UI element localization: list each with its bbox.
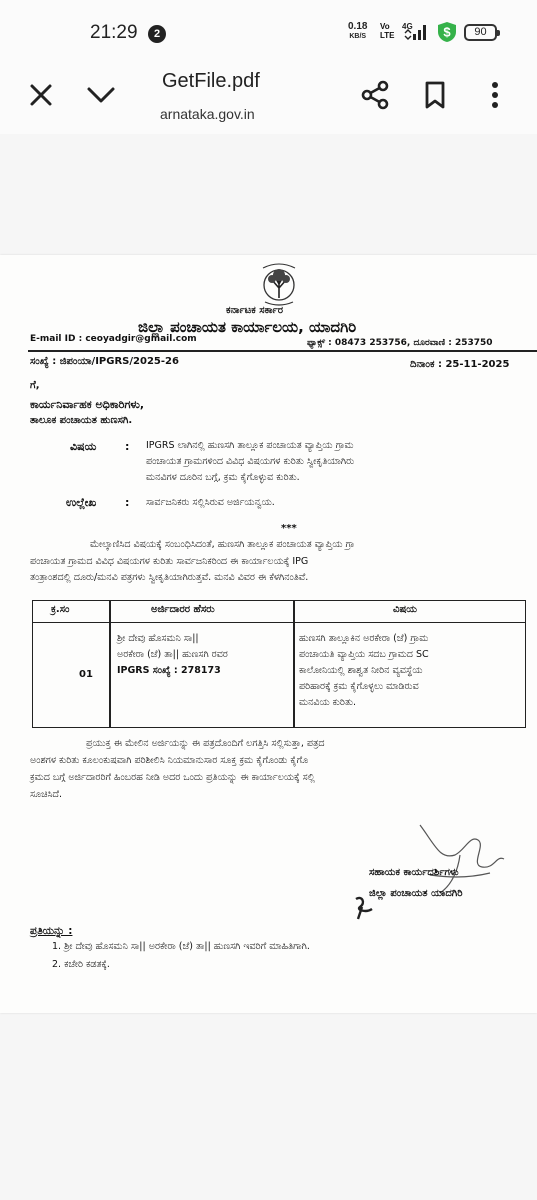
- header-divider: [28, 350, 537, 352]
- applicant-table: [32, 600, 526, 728]
- table-cell-name-line-3: IPGRS ಸಂಖ್ಯೆ : 278173: [117, 665, 221, 676]
- table-cell-subject-line-2: ಪಂಚಾಯತಿ ವ್ಯಾಪ್ತಿಯ ಸದಬ ಗ್ರಾಮದ SC: [299, 649, 429, 660]
- office-email: E-mail ID : ceoyadgir@gmail.com: [30, 334, 197, 344]
- table-cell-subject-line-1: ಹುಣಸಗಿ ತಾಲ್ಲೂಕಿನ ಅರಕೇರಾ (ಜೆ) ಗ್ರಾಮ: [299, 633, 429, 644]
- copy-to-item-1: 1. ಶ್ರೀ ದೇವು ಹೊಸಮನಿ ಸಾ|| ಅರಕೇರಾ (ಜೆ) ತಾ|| ಹುಣಸಗಿ ಇವರಿಗೆ ಮಾಹಿತಿಗಾಗಿ.: [52, 941, 310, 952]
- volte-label-top: Vo: [380, 22, 390, 31]
- signatory-office: ಜಿಲ್ಲಾ ಪಂಚಾಯತ ಯಾದಗಿರಿ: [369, 888, 463, 899]
- svg-text:$: $: [443, 24, 451, 40]
- paragraph-1-line-2: ಪಂಚಾಯತ ಗ್ರಾಮದ ವಿವಿಧ ವಿಷಯಗಳ ಕುರಿತು ಸಾರ್ವಜನಿಕರಿಂದ ಈ ಕಾರ್ಯಾಲಯಕ್ಕೆ IPG: [30, 556, 309, 567]
- paragraph-2-line-1: ಪ್ರಯುಕ್ತ ಈ ಮೇಲಿನ ಅರ್ಜಿಯನ್ನು ಈ ಪತ್ರದೊಂದಿಗೆ ಲಗತ್ತಿಸಿ ಸಲ್ಲಿಸುತ್ತಾ, ಪತ್ರದ: [86, 738, 325, 749]
- paragraph-2-line-2: ಅಂಶಗಳ ಕುರಿತು ಕೂಲಂಕುಷವಾಗಿ ಪರಿಶೀಲಿಸಿ ನಿಯಮಾನುಸಾರ ಸೂಕ್ತ ಕ್ರಮ ಕೈಗೊಂಡು ಕೈಗೊ: [30, 755, 309, 766]
- network-speed: [348, 22, 367, 42]
- table-cell-subject-line-4: ಪರಿಹಾರಕ್ಕೆ ಕ್ರಮ ಕೈಗೊಳ್ಳಲು ಮಾಡಿರುವ: [299, 681, 419, 692]
- network-speed-unit: KB/S: [349, 33, 367, 40]
- clock: 21:29: [90, 22, 138, 43]
- volte-indicator: [380, 22, 395, 40]
- subject-line-3: ಮನವಿಗಳ ದೂರಿನ ಬಗ್ಗೆ, ಕ್ರಮ ಕೈಗೊಳ್ಳುವ ಕುರಿತು.: [146, 472, 300, 483]
- table-header-row: [33, 601, 525, 623]
- office-phone: ಫ್ಯಾಕ್ಸ್ : 08473 253756, ದೂರವಾಣಿ : 253750: [307, 338, 493, 348]
- copy-to-item-2: 2. ಕಚೇರಿ ಕಡತಕ್ಕೆ.: [52, 959, 110, 970]
- reference-text: ಸಾರ್ವಜನಿಕರು ಸಲ್ಲಿಸಿರುವ ಅರ್ಜಿಯನ್ವಯ.: [146, 497, 275, 508]
- notification-badge: 2: [148, 25, 166, 43]
- subject-line-2: ಪಂಚಾಯತ ಗ್ರಾಮಗಳಿಂದ ವಿವಿಧ ವಿಷಯಗಳ ಕುರಿತು ಸ್ವೀಕೃತಿಯಾಗಿರು: [146, 456, 355, 467]
- separator: ***: [281, 523, 297, 534]
- paragraph-1-line-3: ತಂತ್ರಾಂಶದಲ್ಲಿ ದೂರು/ಮನವಿ ಪತ್ರಗಳು ಸ್ವೀಕೃತಿಯಾಗಿರುತ್ತವೆ. ಮನವಿ ವಿವರ ಈ ಕೆಳಗಿನಂತಿವೆ.: [30, 572, 309, 583]
- network-speed-value: 0.18: [348, 21, 368, 32]
- recipient-designation: ಕಾರ್ಯನಿರ್ವಾಹಕ ಅಧಿಕಾರಿಗಳು,: [30, 398, 145, 411]
- reference-number: ಸಂಖ್ಯೆ : ಜಿಪಂಯಾ/IPGRS/2025-26: [30, 356, 179, 367]
- subject-label: ವಿಷಯ: [70, 440, 97, 453]
- government-heading: ಕರ್ನಾಟಕ ಸರ್ಕಾರ: [226, 305, 284, 316]
- bookmark-icon[interactable]: [418, 78, 452, 112]
- paragraph-2-line-4: ಸೂಚಿಸಿದೆ.: [30, 789, 63, 800]
- document-title: GetFile.pdf: [162, 70, 260, 92]
- pdf-viewer-toolbar: [0, 64, 537, 134]
- reference-label: ಉಲ್ಲೇಖ: [66, 496, 97, 509]
- document-url: arnataka.gov.in: [160, 106, 255, 122]
- copy-to-heading: ಪ್ರತಿಯನ್ನು :: [30, 925, 73, 937]
- reference-colon: :: [125, 496, 130, 509]
- table-column-divider: [293, 601, 295, 727]
- table-header-serial: ಕ್ರ.ಸಂ: [51, 604, 70, 615]
- table-cell-subject-line-5: ಮನವಿಯ ಕುರಿತು.: [299, 697, 357, 708]
- pdf-page: [0, 255, 537, 1013]
- government-emblem-logo: [257, 258, 301, 308]
- table-cell-name-line-1: ಶ್ರೀ ದೇವು ಹೊಸಮನಿ ಸಾ||: [117, 633, 199, 644]
- share-icon[interactable]: [358, 78, 392, 112]
- signal-icon: [402, 20, 430, 42]
- table-cell-name-line-2: ಅರಕೇರಾ (ಜೆ) ತಾ|| ಹುಣಸಗಿ ರವರ: [117, 649, 228, 660]
- battery-indicator: 90: [464, 24, 497, 41]
- volte-label-bottom: LTE: [380, 31, 395, 40]
- office-heading: ಜಿಲ್ಲಾ ಪಂಚಾಯತ ಕಾರ್ಯಾಲಯ, ಯಾದಗಿರಿ: [138, 318, 357, 336]
- chevron-down-icon[interactable]: [84, 78, 118, 112]
- salutation: ಗೆ,: [30, 380, 40, 391]
- status-bar: [0, 0, 537, 64]
- money-shield-icon: [437, 21, 457, 43]
- table-header-applicant-name: ಅರ್ಜಿದಾರರ ಹೆಸರು: [151, 604, 215, 615]
- signal-label: 4G: [402, 22, 413, 31]
- subject-colon: :: [125, 440, 130, 453]
- close-icon[interactable]: [24, 78, 58, 112]
- recipient-office: ತಾಲೂಕ ಪಂಚಾಯತ ಹುಣಸಗಿ.: [30, 415, 133, 426]
- paragraph-2-line-3: ಕ್ರಮದ ಬಗ್ಗೆ ಅರ್ಜಿದಾರರಿಗೆ ಹಿಂಬರಹ ನೀಡಿ ಅದರ ಒಂದು ಪ್ರತಿಯನ್ನು ಈ ಕಾರ್ಯಾಲಯಕ್ಕೆ ಸಲ್ಲಿ: [30, 772, 315, 783]
- more-options-icon[interactable]: [478, 78, 512, 112]
- paragraph-1-line-1: ಮೇಲ್ಕಾಣಿಸಿದ ವಿಷಯಕ್ಕೆ ಸಂಬಂಧಿಸಿದಂತೆ, ಹುಣಸಗಿ ತಾಲ್ಲೂಕ ಪಂಚಾಯತ ವ್ಯಾಪ್ತಿಯ ಗ್ರಾ: [90, 539, 355, 550]
- table-cell-serial: 01: [79, 669, 93, 680]
- letter-date: ದಿನಾಂಕ : 25-11-2025: [410, 359, 510, 370]
- signatory-title: ಸಹಾಯಕ ಕಾರ್ಯದರ್ಶಿಗಳು: [369, 867, 459, 878]
- subject-line-1: IPGRS ಲಾಗಿನಲ್ಲಿ ಹುಣಸಗಿ ತಾಲ್ಲೂಕ ಪಂಚಾಯತ ವ್ಯಾಪ್ತಿಯ ಗ್ರಾಮ: [146, 440, 354, 451]
- table-header-subject: ವಿಷಯ: [393, 604, 417, 615]
- table-column-divider: [109, 601, 111, 727]
- table-cell-subject-line-3: ಕಾಲೋನಿಯಲ್ಲಿ ಶಾಶ್ವತ ನೀರಿನ ವ್ಯವಸ್ಥೆಯ: [299, 665, 423, 676]
